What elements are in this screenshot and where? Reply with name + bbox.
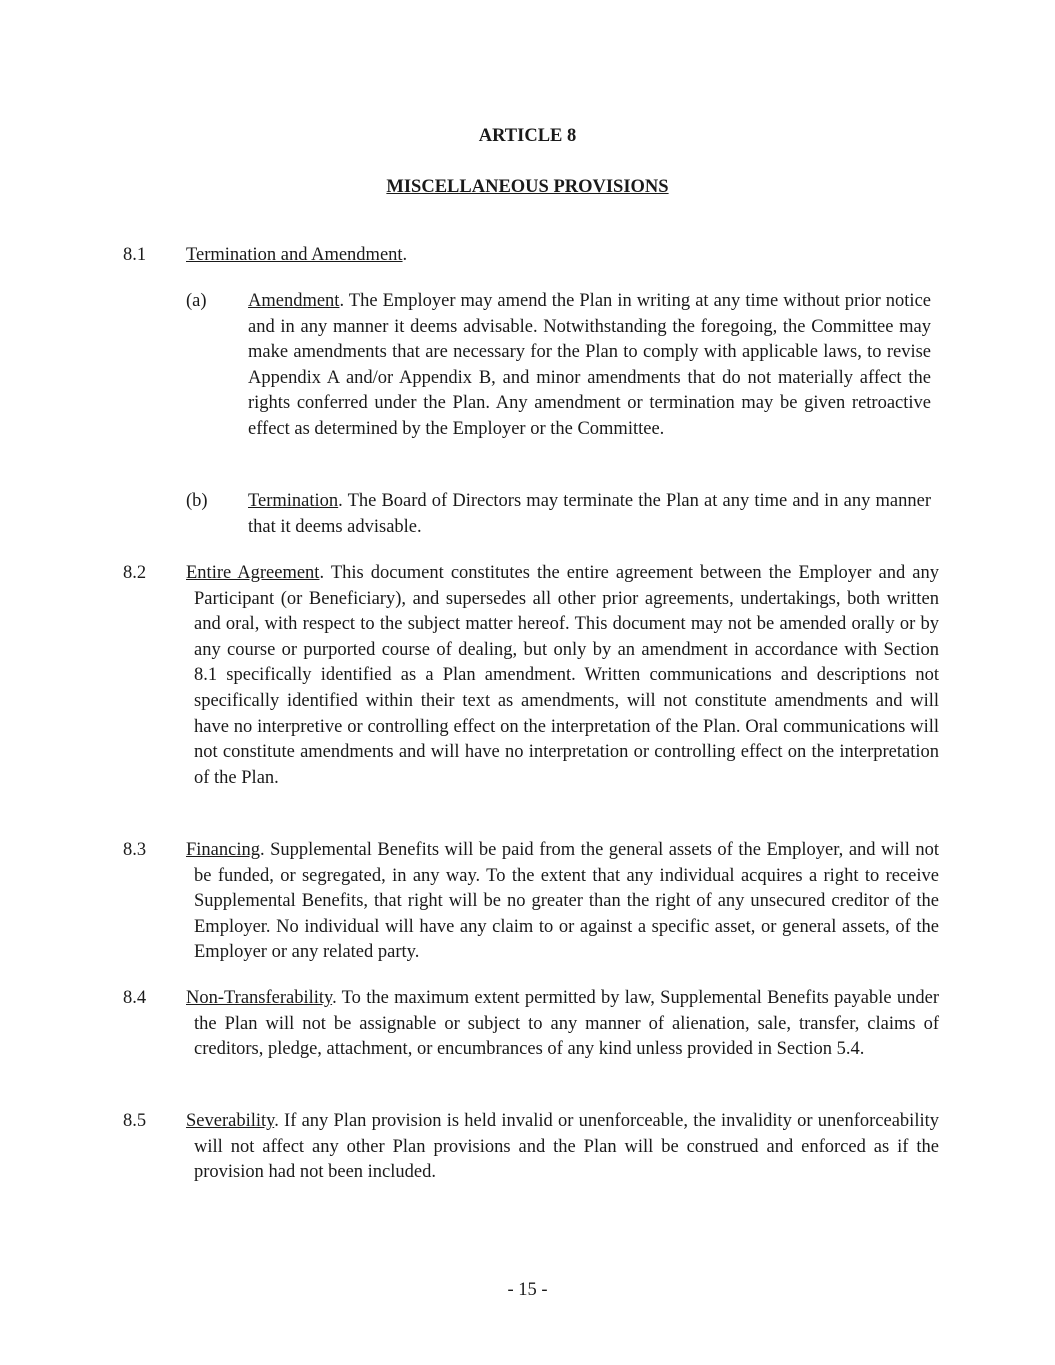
section-number: 8.4 <box>123 988 147 1008</box>
subsection-title: Amendment <box>248 291 340 311</box>
subsection-text: . The Board of Directors may terminate the Plan at any time and in any manner that it deems advisable. <box>248 491 931 537</box>
section-number: 8.3 <box>123 840 147 860</box>
section-text: . If any Plan provision is held invalid or unenforceable, the invalidity or unenforceability will not affect any other Plan provisions and the Plan will be construed and enforced as if the provision had not been included. <box>194 1111 939 1183</box>
subsection-body <box>248 289 931 443</box>
section-heading <box>186 243 931 269</box>
section-text: . This document constitutes the entire agreement between the Employer and any Participant (or Beneficiary), and supersedes all other prior agreements, undertakings, both written and oral, with respect to the subject matter hereof. This document may not be amended orally or by any course or purported course of dealing, but only by an amendment in accordance with Section 8.1 specifically identified as a Plan amendment. Written communications and descriptions not specifically identified within their text as amendments, will not constitute amendments and will have no interpretive or controlling effect on the interpretation of the Plan. Oral communications will not constitute amendments and will have no interpretation or controlling effect on the interpretation of the Plan. <box>194 563 939 788</box>
section-body <box>186 561 939 791</box>
subsection-label: (a) <box>186 291 207 311</box>
section-body <box>186 986 939 1063</box>
subsection-body <box>248 489 931 540</box>
section-number: 8.1 <box>123 245 147 265</box>
subsection-label: (b) <box>186 491 208 511</box>
section-text: . Supplemental Benefits will be paid from the general assets of the Employer, and will not be funded, or segregated, in any way. To the extent that any individual acquires a right to receive Supplemental Benefits, that right will be no greater than the right of any unsecured creditor of the Employer. No individual will have any claim to or against a specific asset, or general assets, of the Employer or any related party. <box>194 840 939 963</box>
subsection-title: Termination <box>248 491 339 511</box>
article-number: ARTICLE 8 <box>478 126 577 146</box>
section-title: Non-Transferability <box>186 988 333 1008</box>
subsection-text: . The Employer may amend the Plan in writing at any time without prior notice and in any manner it deems advisable. Notwithstanding the foregoing, the Committee may make amendments that are necessary for the Plan to comply with applicable laws, to revise Appendix A and/or Appendix B, and minor amendments that do not materially affect the rights conferred under the Plan. Any amendment or termination may be given retroactive effect as determined by the Employer or the Committee. <box>248 291 931 439</box>
section-title: Entire Agreement <box>186 563 320 583</box>
section-text: . To the maximum extent permitted by law, Supplemental Benefits payable under the Plan will not be assignable or subject to any manner of alienation, sale, transfer, claims of creditors, pledge, attachment, or encumbrances of any kind unless provided in Section 5.4. <box>194 988 939 1060</box>
page-number: - 15 - <box>507 1280 548 1300</box>
section-body <box>186 838 939 966</box>
section-title: Termination and Amendment <box>186 245 403 265</box>
section-number: 8.5 <box>123 1111 147 1131</box>
section-title-punct: . <box>402 245 408 265</box>
section-number: 8.2 <box>123 563 147 583</box>
section-body <box>186 1109 939 1186</box>
section-title: Severability <box>186 1111 275 1131</box>
section-title: Financing <box>186 840 260 860</box>
article-title: MISCELLANEOUS PROVISIONS <box>386 177 669 197</box>
